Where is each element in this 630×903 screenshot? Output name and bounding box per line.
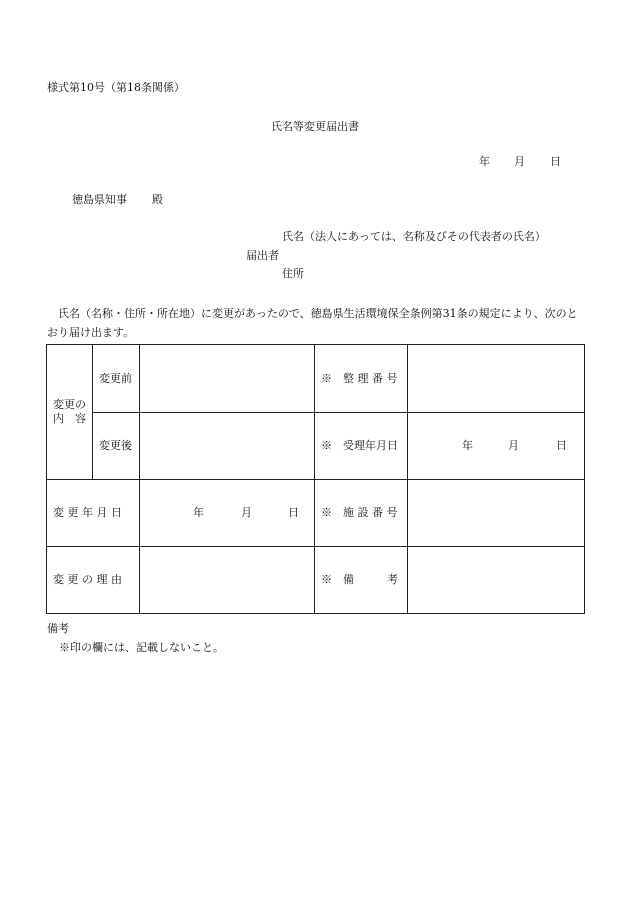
facility-number-cell[interactable] <box>408 480 585 547</box>
remarks-title: 備考 <box>47 622 69 635</box>
change-reason-cell[interactable] <box>140 547 315 614</box>
remarks-note: ※印の欄には、記載しないこと。 <box>59 641 224 654</box>
body-text: 氏名（名称・住所・所在地）に変更があったので、徳島県生活環境保全条例第31条の規定により、次のとおり届け出ます。 <box>47 307 578 339</box>
change-date-cell[interactable] <box>140 480 315 547</box>
addressee-suffix: 殿 <box>152 193 163 206</box>
reference-number-label: ※ 整 理 番 号 <box>315 345 408 413</box>
remarks-cell[interactable] <box>408 547 585 614</box>
date-year-label: 年 <box>479 155 490 168</box>
notifier-address-label: 住所 <box>282 267 304 280</box>
receipt-year-label: 年 <box>462 439 473 452</box>
receipt-date-cell[interactable] <box>408 413 585 480</box>
form-number: 様式第10号（第18条関係） <box>47 81 185 94</box>
date-day-label: 日 <box>550 155 561 168</box>
notifier-name-label: 氏名（法人にあっては、名称及びその代表者の氏名） <box>282 230 546 243</box>
after-label: 変更後 <box>93 413 140 480</box>
table-row-change-date <box>47 480 585 547</box>
reference-number-cell[interactable] <box>408 345 585 413</box>
table-row-after <box>47 413 585 480</box>
after-value-cell[interactable] <box>140 413 315 480</box>
change-form-table <box>46 344 585 614</box>
document-title: 氏名等変更届出書 <box>271 120 359 133</box>
change-date-label: 変 更 年 月 日 <box>47 480 140 547</box>
addressee-name: 徳島県知事 <box>72 193 127 206</box>
receipt-date-label: ※ 受理年月日 <box>315 413 408 480</box>
change-month-label: 月 <box>241 506 252 519</box>
receipt-day-label: 日 <box>556 439 567 452</box>
date-month-label: 月 <box>514 155 525 168</box>
notifier-label: 届出者 <box>246 249 279 262</box>
remarks-label: ※ 備 考 <box>315 547 408 614</box>
table-row-reason <box>47 547 585 614</box>
receipt-month-label: 月 <box>508 439 519 452</box>
table-row-before <box>47 345 585 413</box>
change-year-label: 年 <box>193 506 204 519</box>
facility-number-label: ※ 施 設 番 号 <box>315 480 408 547</box>
change-day-label: 日 <box>288 506 299 519</box>
change-content-label: 変更の 内 容 <box>47 345 93 480</box>
before-value-cell[interactable] <box>140 345 315 413</box>
before-label: 変更前 <box>93 345 140 413</box>
change-reason-label: 変 更 の 理 由 <box>47 547 140 614</box>
